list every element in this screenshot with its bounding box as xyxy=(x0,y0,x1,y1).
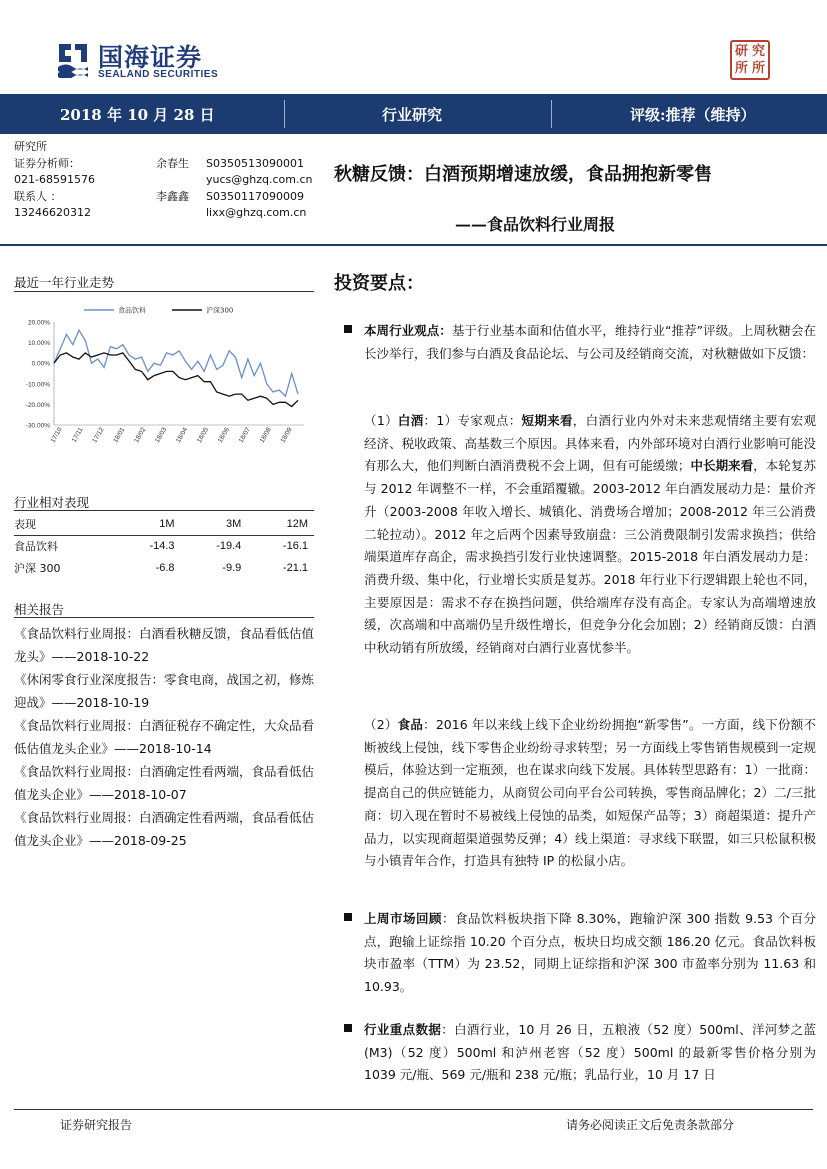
email-link[interactable]: lixx@ghzq.com.cn xyxy=(206,206,307,219)
x-tick-label: 18/03 xyxy=(154,426,169,445)
contact-label: 联系人 ： xyxy=(14,189,62,203)
contact-row xyxy=(14,189,324,206)
report-date: 2018 年 10 月 28 日 xyxy=(60,106,215,124)
report-subtitle: ——食品饮料行业周报 xyxy=(455,215,616,234)
table-cell: -14.3 xyxy=(149,540,175,553)
report-title: 秋糖反馈：白酒预期增速放缓，食品拥抱新零售 xyxy=(334,164,712,185)
square-bullet-icon xyxy=(344,913,352,921)
paragraph-index: （1） xyxy=(364,413,398,428)
banner-divider xyxy=(284,100,285,128)
legend-label: 沪深300 xyxy=(206,306,234,315)
related-reports-list xyxy=(14,622,314,852)
logo-chinese-name: 国海证券 xyxy=(98,43,203,72)
reports-heading: 相关报告 xyxy=(14,602,65,617)
food-paragraph xyxy=(364,714,816,873)
weekly-view-paragraph xyxy=(364,320,816,365)
seal-char: 究 xyxy=(751,44,765,59)
report-link[interactable]: 《食品饮料行业周报：白酒征税存不确定性，大众品看低估值龙头企业》——2018-10-14 xyxy=(14,718,315,756)
table-cell: -21.1 xyxy=(282,562,308,574)
table-row xyxy=(14,557,314,579)
table-cell: 沪深 300 xyxy=(14,562,61,575)
paragraph-label: 本周行业观点： xyxy=(364,323,452,338)
contact-row xyxy=(14,156,324,173)
paragraph-text: ：白酒行业，10 月 26 日，五粮液（52 度）500ml、洋河梦之蓝(M3)（52 度）500ml 和泸州老窖（52 度）500ml 的最新零售价格分别为 1039 元/瓶、569 元/瓶和 238 元/瓶；乳品行业，10 月 17 日 xyxy=(364,1022,816,1083)
report-link[interactable]: 《休闲零食行业深度报告：零食电商，战国之初，修炼迎战》——2018-10-19 xyxy=(14,672,315,710)
table-header: 12M xyxy=(247,513,314,535)
x-tick-label: 17/12 xyxy=(91,426,106,445)
table-header: 3M xyxy=(181,513,248,535)
contact-row xyxy=(14,205,324,222)
square-bullet-icon xyxy=(344,1024,352,1032)
x-tick-label: 18/09 xyxy=(279,426,294,445)
paragraph-label: 上周市场回顾 xyxy=(364,911,443,926)
paragraph-text: ：食品饮料板块指下降 8.30%，跑输沪深 300 指数 9.53 个百分点，跑输上证综指 10.20 个百分点，板块日均成交额 186.20 亿元。食品饮料板块市盈率（TTM）为 23.52，同期上证综指和沪深 300 市盈率分别为 11.63 和 10.93。 xyxy=(364,911,816,995)
table-cell: 食品饮料 xyxy=(14,540,58,554)
paragraph-text: ，本轮复苏与 2012 年调整不一样，不会重蹈覆辙。2003-2012 年白酒发展动力是：量价齐升（2003-2008 年收入增长、城镇化、消费场合增加；2008-2012 年三公消费二轮拉动）。2012 年之后两个因素导致崩盘：三公消费限制引发需求换挡；供给端渠道库存高企，需求换挡引发行业快速调整。2015-2018 年白酒发展动力是：消费升级、集中化，行业增长实质是复苏。2018 年行业下行逻辑跟上轮也不同，主要原因是：需求不存在换挡问题，供给端库存没有高企。专家认为高端增速放缓，次高端和中高端仍呈升级性增长，但竞争分化会加剧；2）经销商反馈：白酒中秋动销有所放缓，经销商对白酒行业喜忧参半。 xyxy=(364,458,816,656)
paragraph-emphasis: 短期来看 xyxy=(521,413,573,428)
paragraph-index: （2） xyxy=(364,717,398,732)
paragraph-label: 白酒 xyxy=(397,413,424,428)
table-header-row xyxy=(14,513,314,535)
y-tick-label: -20.00% xyxy=(25,401,50,409)
section-rule xyxy=(14,291,314,292)
x-tick-label: 18/01 xyxy=(112,426,127,445)
paragraph-text: ，白酒行业内外对未来悲观情绪主要有宏观经济、税收政策、高基数三个原因。具体来看，内外部环境对白酒行业影响可能没有那么大，他们判断白酒消费税不会上调，但有可能缓缴； xyxy=(364,413,816,474)
section-rule xyxy=(14,510,314,511)
perf-heading: 行业相对表现 xyxy=(14,495,90,510)
y-tick-label: 10.00% xyxy=(27,340,50,348)
header-banner xyxy=(0,94,827,134)
phone-number: 13246620312 xyxy=(14,206,91,219)
analyst-contacts xyxy=(14,139,324,222)
footer-rule xyxy=(14,1109,813,1110)
banner-divider xyxy=(551,100,552,128)
y-tick-label: -10.00% xyxy=(25,381,50,389)
x-tick-label: 18/06 xyxy=(216,426,232,445)
y-tick-label: 20.00% xyxy=(27,319,50,327)
report-category: 行业研究 xyxy=(382,106,443,124)
trend-heading: 最近一年行业走势 xyxy=(14,275,115,290)
table-header: 1M xyxy=(114,513,181,535)
footer-right: 请务必阅读正文后免责条款部分 xyxy=(566,1118,735,1132)
sealand-logo-icon xyxy=(56,40,90,78)
key-data-paragraph xyxy=(364,1019,816,1087)
table-cell: -16.1 xyxy=(282,540,308,553)
table-header: 表现 xyxy=(14,513,114,535)
report-link[interactable]: 《食品饮料行业周报：白酒确定性看两端，食品看低估值龙头企业》——2018-10-07 xyxy=(14,764,315,802)
paragraph-label: 行业重点数据 xyxy=(364,1022,442,1037)
paragraph-emphasis: 中长期来看 xyxy=(690,458,754,474)
seal-char: 所 xyxy=(734,61,748,76)
report-link[interactable]: 《食品饮料行业周报：白酒确定性看两端，食品看低估值龙头企业》——2018-09-25 xyxy=(14,810,315,848)
paragraph-text: ：2016 年以来线上线下企业纷纷拥抱“新零售”。一方面，线下份额不断被线上侵蚀，线下零售企业纷纷寻求转型；另一方面线上零售销售规模到一定规模后，体验达到一定瓶颈，也在谋求向线下发展。具体转型思路有：1）一批商：提高自己的供应链能力，从商贸公司向平台公司转换，零售商品牌化；2）二/三批商：切入现在暂时不易被线上侵蚀的品类，如短保产品等；3）商超渠道：提升产品力，以实现商超渠道强势反弹；4）线上渠道：寻求线下联盟，如三只松鼠积极与小镇青年合作，打造具有独特 IP 的松鼠小店。 xyxy=(364,717,816,869)
report-rating: 评级:推荐（维持） xyxy=(630,106,756,124)
phone-number: 021-68591576 xyxy=(14,173,95,186)
header-rule xyxy=(0,244,827,246)
x-tick-label: 18/02 xyxy=(133,426,148,445)
contact-row xyxy=(14,172,324,189)
table-cell: -19.4 xyxy=(216,540,242,553)
contact-name: 李鑫鑫 xyxy=(156,189,189,203)
baijiu-paragraph xyxy=(364,410,816,660)
industry-trend-chart xyxy=(14,300,314,460)
paragraph-text: 基于行业基本面和估值水平，维持行业“推荐”评级。上周秋糖会在长沙举行，我们参与白酒及食品论坛、与公司及经销商交流，对秋糖做如下反馈： xyxy=(364,323,816,361)
report-link[interactable]: 《食品饮料行业周报：白酒看秋糖反馈，食品看低估值龙头》——2018-10-22 xyxy=(14,626,315,664)
performance-table xyxy=(14,513,314,579)
company-logo xyxy=(56,38,256,88)
table-cell: -9.9 xyxy=(222,562,242,574)
table-cell: -6.8 xyxy=(155,562,175,574)
section-rule xyxy=(14,617,314,618)
legend-label: 食品饮料 xyxy=(118,306,146,315)
x-tick-label: 17/11 xyxy=(70,426,85,444)
license-number: S0350513090001 xyxy=(206,156,304,170)
license-number: S0350117090009 xyxy=(206,189,304,203)
series-line-0 xyxy=(54,330,298,396)
x-tick-label: 18/08 xyxy=(258,426,273,445)
y-tick-label: 0.00% xyxy=(31,360,50,368)
y-tick-label: -30.00% xyxy=(25,422,50,430)
analyst-name: 余春生 xyxy=(156,156,189,170)
email-link[interactable]: yucs@ghzq.com.cn xyxy=(206,173,313,186)
x-tick-label: 18/04 xyxy=(174,426,190,445)
table-row xyxy=(14,535,314,557)
paragraph-label: 食品 xyxy=(397,717,424,732)
logo-english-name: SEALAND SECURITIES xyxy=(98,69,219,80)
research-seal xyxy=(730,40,770,80)
institute-label: 研究所 xyxy=(14,140,47,153)
x-tick-label: 18/07 xyxy=(237,426,252,445)
x-tick-label: 18/05 xyxy=(195,426,211,445)
market-review-paragraph xyxy=(364,908,816,999)
seal-char: 研 xyxy=(734,44,748,59)
contact-label: 证券分析师： xyxy=(14,156,80,170)
x-tick-label: 17/10 xyxy=(49,426,64,445)
footer-left: 证券研究报告 xyxy=(60,1118,133,1132)
square-bullet-icon xyxy=(344,325,352,333)
investment-highlights-heading: 投资要点： xyxy=(334,273,424,294)
seal-char: 所 xyxy=(751,61,765,76)
paragraph-text: ：1）专家观点： xyxy=(423,413,522,428)
